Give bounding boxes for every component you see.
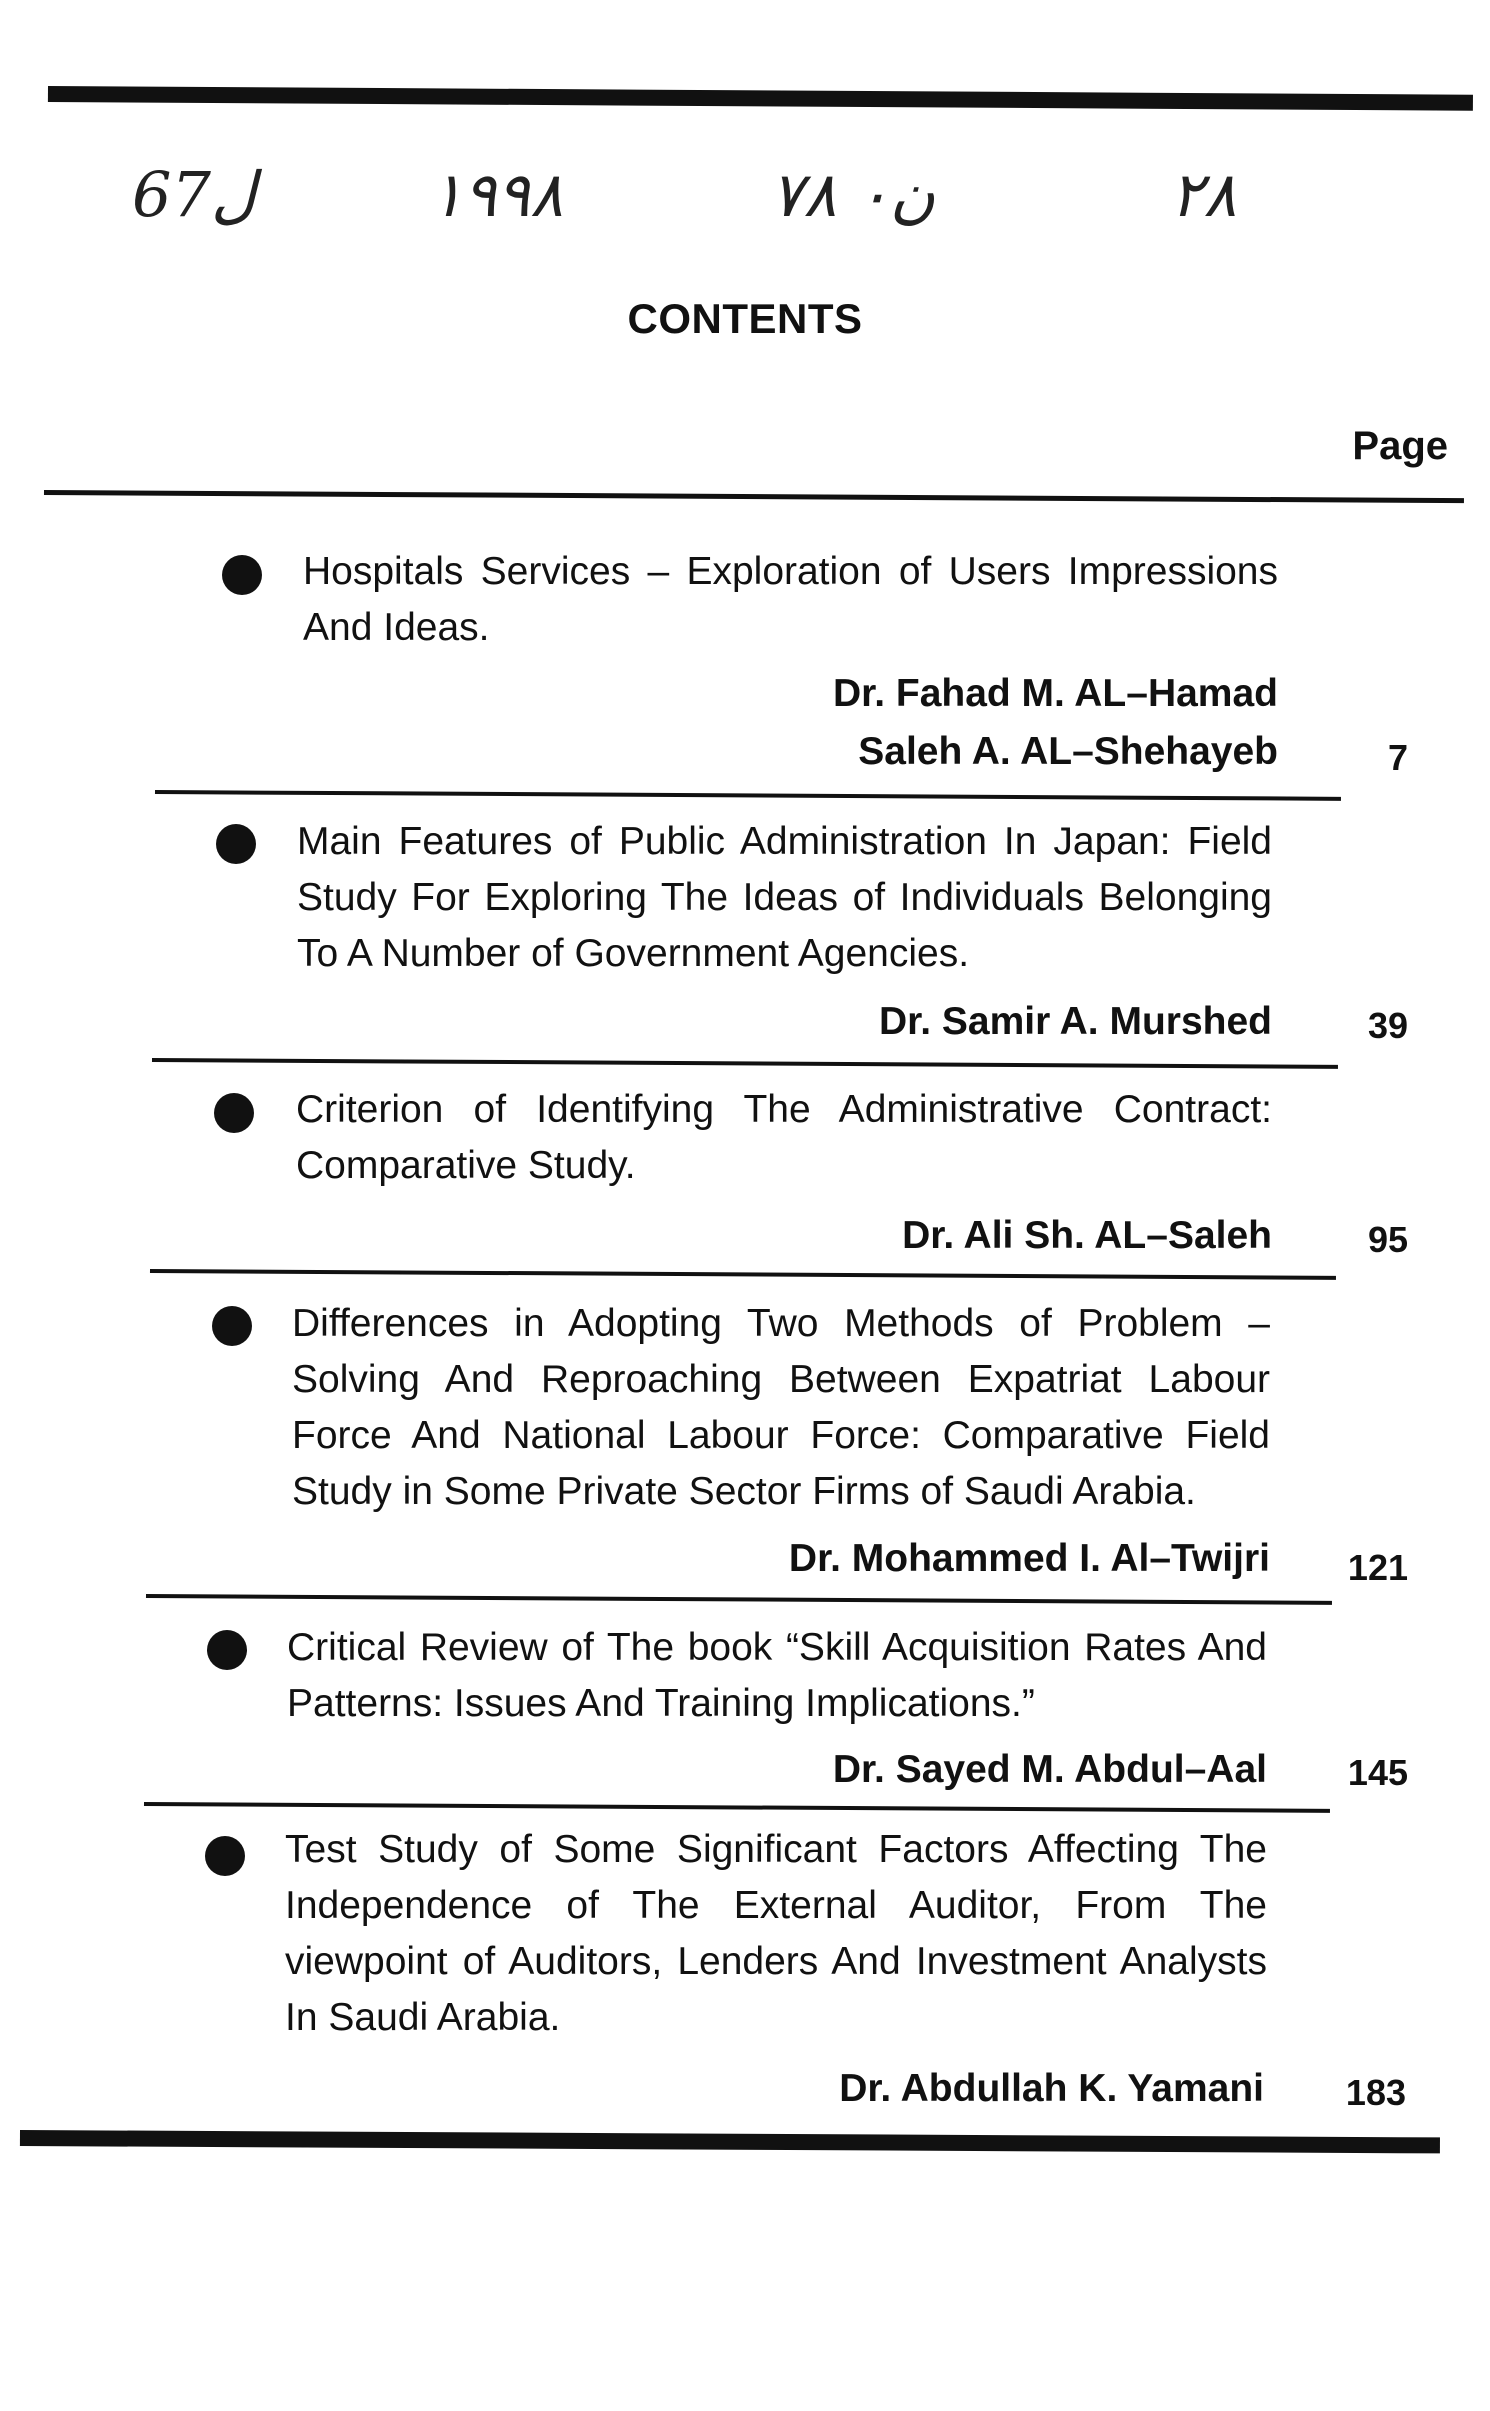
bullet-icon [207, 1630, 247, 1670]
page-number: 145 [1347, 1752, 1408, 1793]
bottom-heavy-rule [20, 2130, 1440, 2153]
top-heavy-rule [48, 86, 1473, 111]
handwritten-note: ن٠ ٧٨ [770, 158, 936, 231]
author-name: Dr. Ali Sh. AL–Saleh [902, 1214, 1272, 1257]
entry-separator [144, 1802, 1330, 1813]
author-name: Dr. Fahad M. AL–Hamad [833, 672, 1278, 715]
entry-separator [146, 1594, 1332, 1605]
page-number: 95 [1367, 1219, 1408, 1260]
author-name: Dr. Sayed M. Abdul–Aal [832, 1748, 1267, 1791]
header-rule [44, 490, 1464, 503]
handwritten-note: 67ل [132, 158, 256, 231]
bullet-icon [212, 1306, 252, 1346]
entry-separator [150, 1269, 1336, 1280]
page-number: 7 [1387, 737, 1408, 778]
author-name: Dr. Mohammed I. Al–Twijri [788, 1537, 1270, 1580]
author-name: Dr. Samir A. Murshed [879, 1000, 1272, 1043]
bullet-icon [222, 555, 262, 595]
entry-authors [600, 1741, 1267, 1799]
entry-title: Main Features of Public Administration In Japan: Field Study For Exploring The Ideas of Individuals Belonging To A Number of Government Agencies. [297, 820, 1272, 975]
entry-authors [600, 2060, 1264, 2118]
handwritten-note: ١٩٩٨ [430, 158, 564, 231]
entry-separator [155, 790, 1341, 801]
entry-title: Test Study of Some Significant Factors Affecting The Independence of The External Auditor, From The viewpoint of Auditors, Lenders And Investment Analysts In Saudi Arabia. [285, 1828, 1267, 2039]
page-number: 183 [1345, 2072, 1406, 2113]
entry-title: Hospitals Services – Exploration of Users Impressions And Ideas. [303, 550, 1278, 649]
entry-authors [600, 1207, 1272, 1265]
author-name: Saleh A. AL–Shehayeb [858, 730, 1278, 773]
page-number: 39 [1367, 1005, 1408, 1046]
bullet-icon [216, 824, 256, 864]
entry-separator [152, 1058, 1338, 1069]
entry-title: Differences in Adopting Two Methods of Problem – Solving And Reproaching Between Expatriat Labour Force And National Labour Force: Comparative Field Study in Some Private Sector Firms of Saudi Arabia. [292, 1302, 1270, 1513]
bullet-icon [214, 1093, 254, 1133]
entry-authors [600, 1530, 1270, 1588]
page-number: 121 [1347, 1547, 1408, 1588]
page-title: CONTENTS [627, 295, 863, 342]
entry-title: Critical Review of The book “Skill Acquisition Rates And Patterns: Issues And Training Implications.” [287, 1626, 1267, 1725]
author-name: Dr. Abdullah K. Yamani [839, 2067, 1264, 2110]
bullet-icon [205, 1836, 245, 1876]
entry-authors [600, 993, 1272, 1051]
page-column-label: Page [1352, 424, 1448, 468]
entry-authors [600, 665, 1278, 781]
handwritten-note: ٢٨ [1170, 158, 1237, 231]
entry-title: Criterion of Identifying The Administrative Contract: Comparative Study. [296, 1088, 1272, 1187]
handwritten-annotations [0, 158, 1490, 248]
